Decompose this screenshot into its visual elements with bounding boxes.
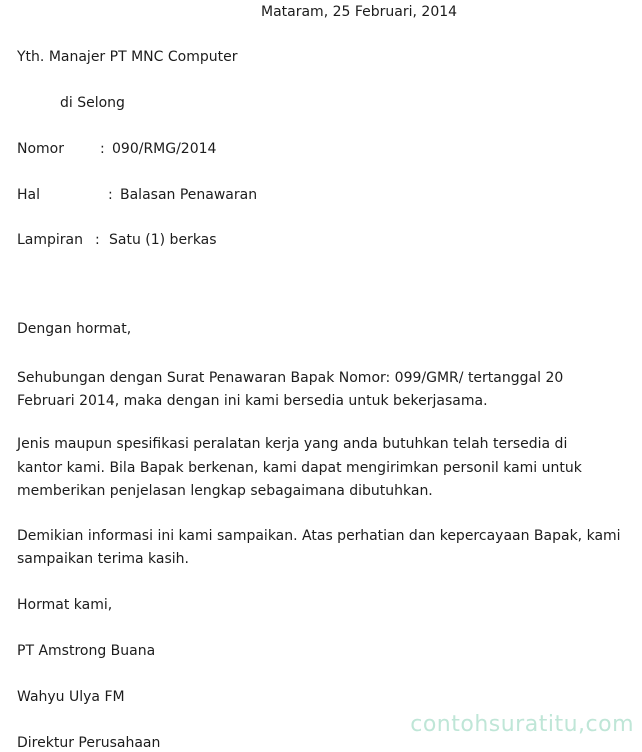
paragraph-1-line-1: Sehubungan dengan Surat Penawaran Bapak Nomor: 099/GMR/ tertanggal 20 xyxy=(17,370,564,386)
watermark: contohsuratitu,com xyxy=(410,712,634,737)
recipient-location: di Selong xyxy=(60,95,125,111)
closing: Hormat kami, xyxy=(17,597,113,613)
paragraph-2-line-3: memberikan penjelasan lengkap sebagaimana dibutuhkan. xyxy=(17,483,433,499)
date-line: Mataram, 25 Februari, 2014 xyxy=(261,4,458,20)
signer-name: Wahyu Ulya FM xyxy=(17,689,125,705)
hal-value: Balasan Penawaran xyxy=(120,187,258,203)
lampiran-value: Satu (1) berkas xyxy=(109,232,217,248)
nomor-separator: : xyxy=(100,141,105,157)
greeting: Dengan hormat, xyxy=(17,321,132,337)
recipient-line: Yth. Manajer PT MNC Computer xyxy=(17,49,238,65)
signer-title: Direktur Perusahaan xyxy=(17,735,161,751)
paragraph-3-line-1: Demikian informasi ini kami sampaikan. Atas perhatian dan kepercayaan Bapak, kami xyxy=(17,528,621,544)
nomor-label: Nomor xyxy=(17,141,64,157)
company-name: PT Amstrong Buana xyxy=(17,643,156,659)
hal-label: Hal xyxy=(17,187,40,203)
paragraph-1-line-2: Februari 2014, maka dengan ini kami bersedia untuk bekerjasama. xyxy=(17,393,488,409)
lampiran-label: Lampiran xyxy=(17,232,84,248)
hal-separator: : xyxy=(108,187,113,203)
lampiran-separator: : xyxy=(95,232,100,248)
nomor-value: 090/RMG/2014 xyxy=(112,141,217,157)
paragraph-2-line-2: kantor kami. Bila Bapak berkenan, kami dapat mengirimkan personil kami untuk xyxy=(17,460,582,476)
paragraph-3-line-2: sampaikan terima kasih. xyxy=(17,551,189,567)
paragraph-2-line-1: Jenis maupun spesifikasi peralatan kerja yang anda butuhkan telah tersedia di xyxy=(17,436,568,452)
